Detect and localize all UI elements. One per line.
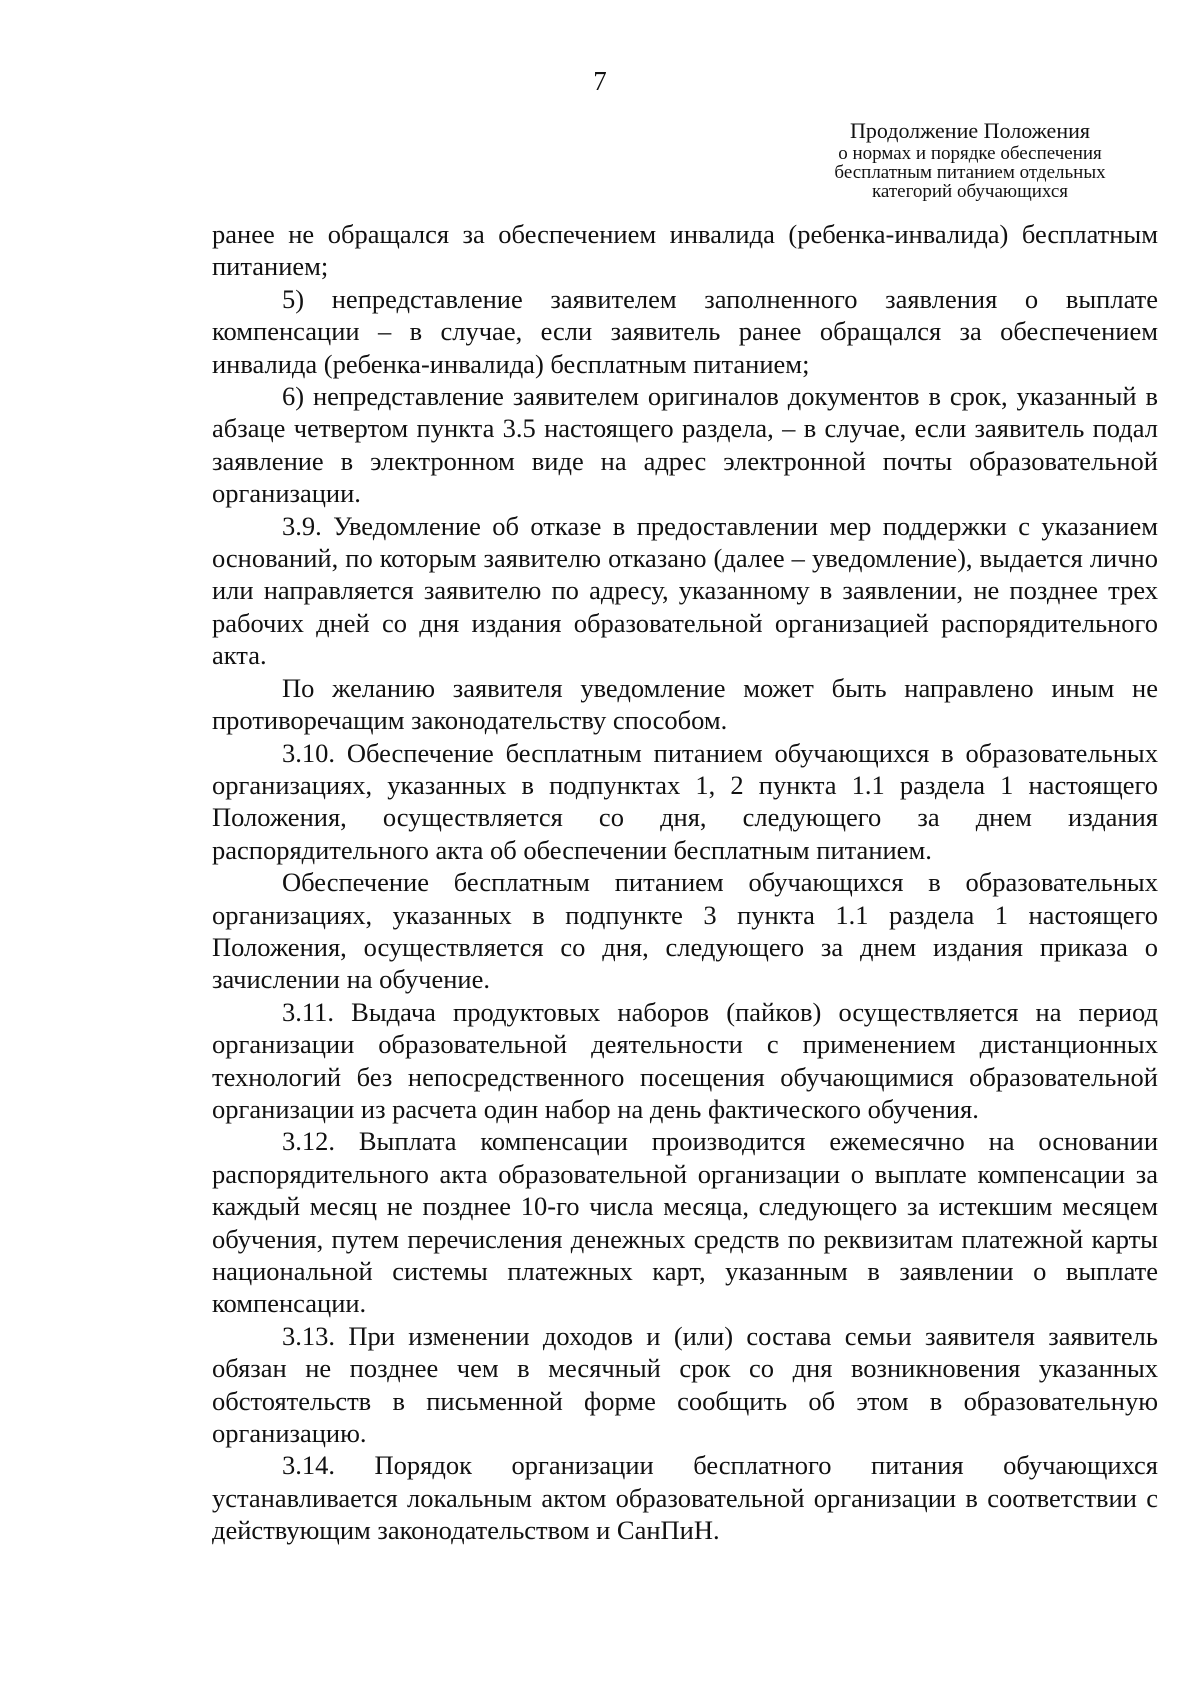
document-body bbox=[212, 218, 1158, 1547]
paragraph: ранее не обращался за обеспечением инвалида (ребенка-инвалида) бесплатным питанием; bbox=[212, 219, 1158, 282]
paragraph: 3.9. Уведомление об отказе в предоставлении мер поддержки с указанием оснований, по которым заявителю отказано (далее – уведомление), выдается лично или направляется заявителю по адресу, указанному в заявлении, не позднее трех рабочих дней со дня издания образовательной организацией распорядительного акта. bbox=[212, 510, 1158, 671]
header-line: о нормах и порядке обеспечения bbox=[838, 143, 1102, 164]
paragraph: 3.12. Выплата компенсации производится ежемесячно на основании распорядительного акта образовательной организации о выплате компенсации за каждый месяц не позднее 10-го числа месяца, следующего за истекшим месяцем обучения, путем перечисления денежных средств по реквизитам платежной карты национальной системы платежных карт, указанным в заявлении о выплате компенсации. bbox=[212, 1126, 1158, 1319]
paragraph: 5) непредставление заявителем заполненного заявления о выплате компенсации – в случае, если заявитель ранее обращался за обеспечением инвалида (ребенка-инвалида) бесплатным питанием; bbox=[212, 283, 1158, 379]
page-number: 7 bbox=[593, 66, 607, 96]
paragraph: По желанию заявителя уведомление может быть направлено иным не противоречащим законодательству способом. bbox=[212, 672, 1158, 736]
paragraph: 6) непредставление заявителем оригиналов документов в срок, указанный в абзаце четвертом пункта 3.5 настоящего раздела, – в случае, если заявитель подал заявление в электронном виде на адрес электронной почты образовательной организации. bbox=[212, 381, 1158, 509]
paragraph: Обеспечение бесплатным питанием обучающихся в образовательных организациях, указанных в подпункте 3 пункта 1.1 раздела 1 настоящего Положения, осуществляется со дня, следующего за днем издания приказа о зачислении на обучение. bbox=[212, 867, 1158, 995]
paragraph: 3.11. Выдача продуктовых наборов (пайков) осуществляется на период организации образовательной деятельности с применением дистанционных технологий без непосредственного посещения обучающимися образовательной организации из расчета один набор на день фактического обучения. bbox=[212, 996, 1158, 1124]
paragraph: 3.10. Обеспечение бесплатным питанием обучающихся в образовательных организациях, указанных в подпунктах 1, 2 пункта 1.1 раздела 1 настоящего Положения, осуществляется со дня, следующего за днем издания распорядительного акта об обеспечении бесплатным питанием. bbox=[212, 737, 1158, 865]
paragraph: 3.13. При изменении доходов и (или) состава семьи заявителя заявитель обязан не позднее чем в месячный срок со дня возникновения указанных обстоятельств в письменной форме сообщить об этом в образовательную организацию. bbox=[212, 1320, 1158, 1449]
header-line: категорий обучающихся bbox=[871, 181, 1069, 202]
document-header bbox=[780, 118, 1160, 201]
header-title: Продолжение Положения bbox=[850, 118, 1090, 143]
header-line: бесплатным питанием отдельных bbox=[834, 162, 1106, 183]
paragraph: 3.14. Порядок организации бесплатного питания обучающихся устанавливается локальным актом образовательной организации в соответствии с действующим законодательством и СанПиН. bbox=[212, 1450, 1158, 1546]
